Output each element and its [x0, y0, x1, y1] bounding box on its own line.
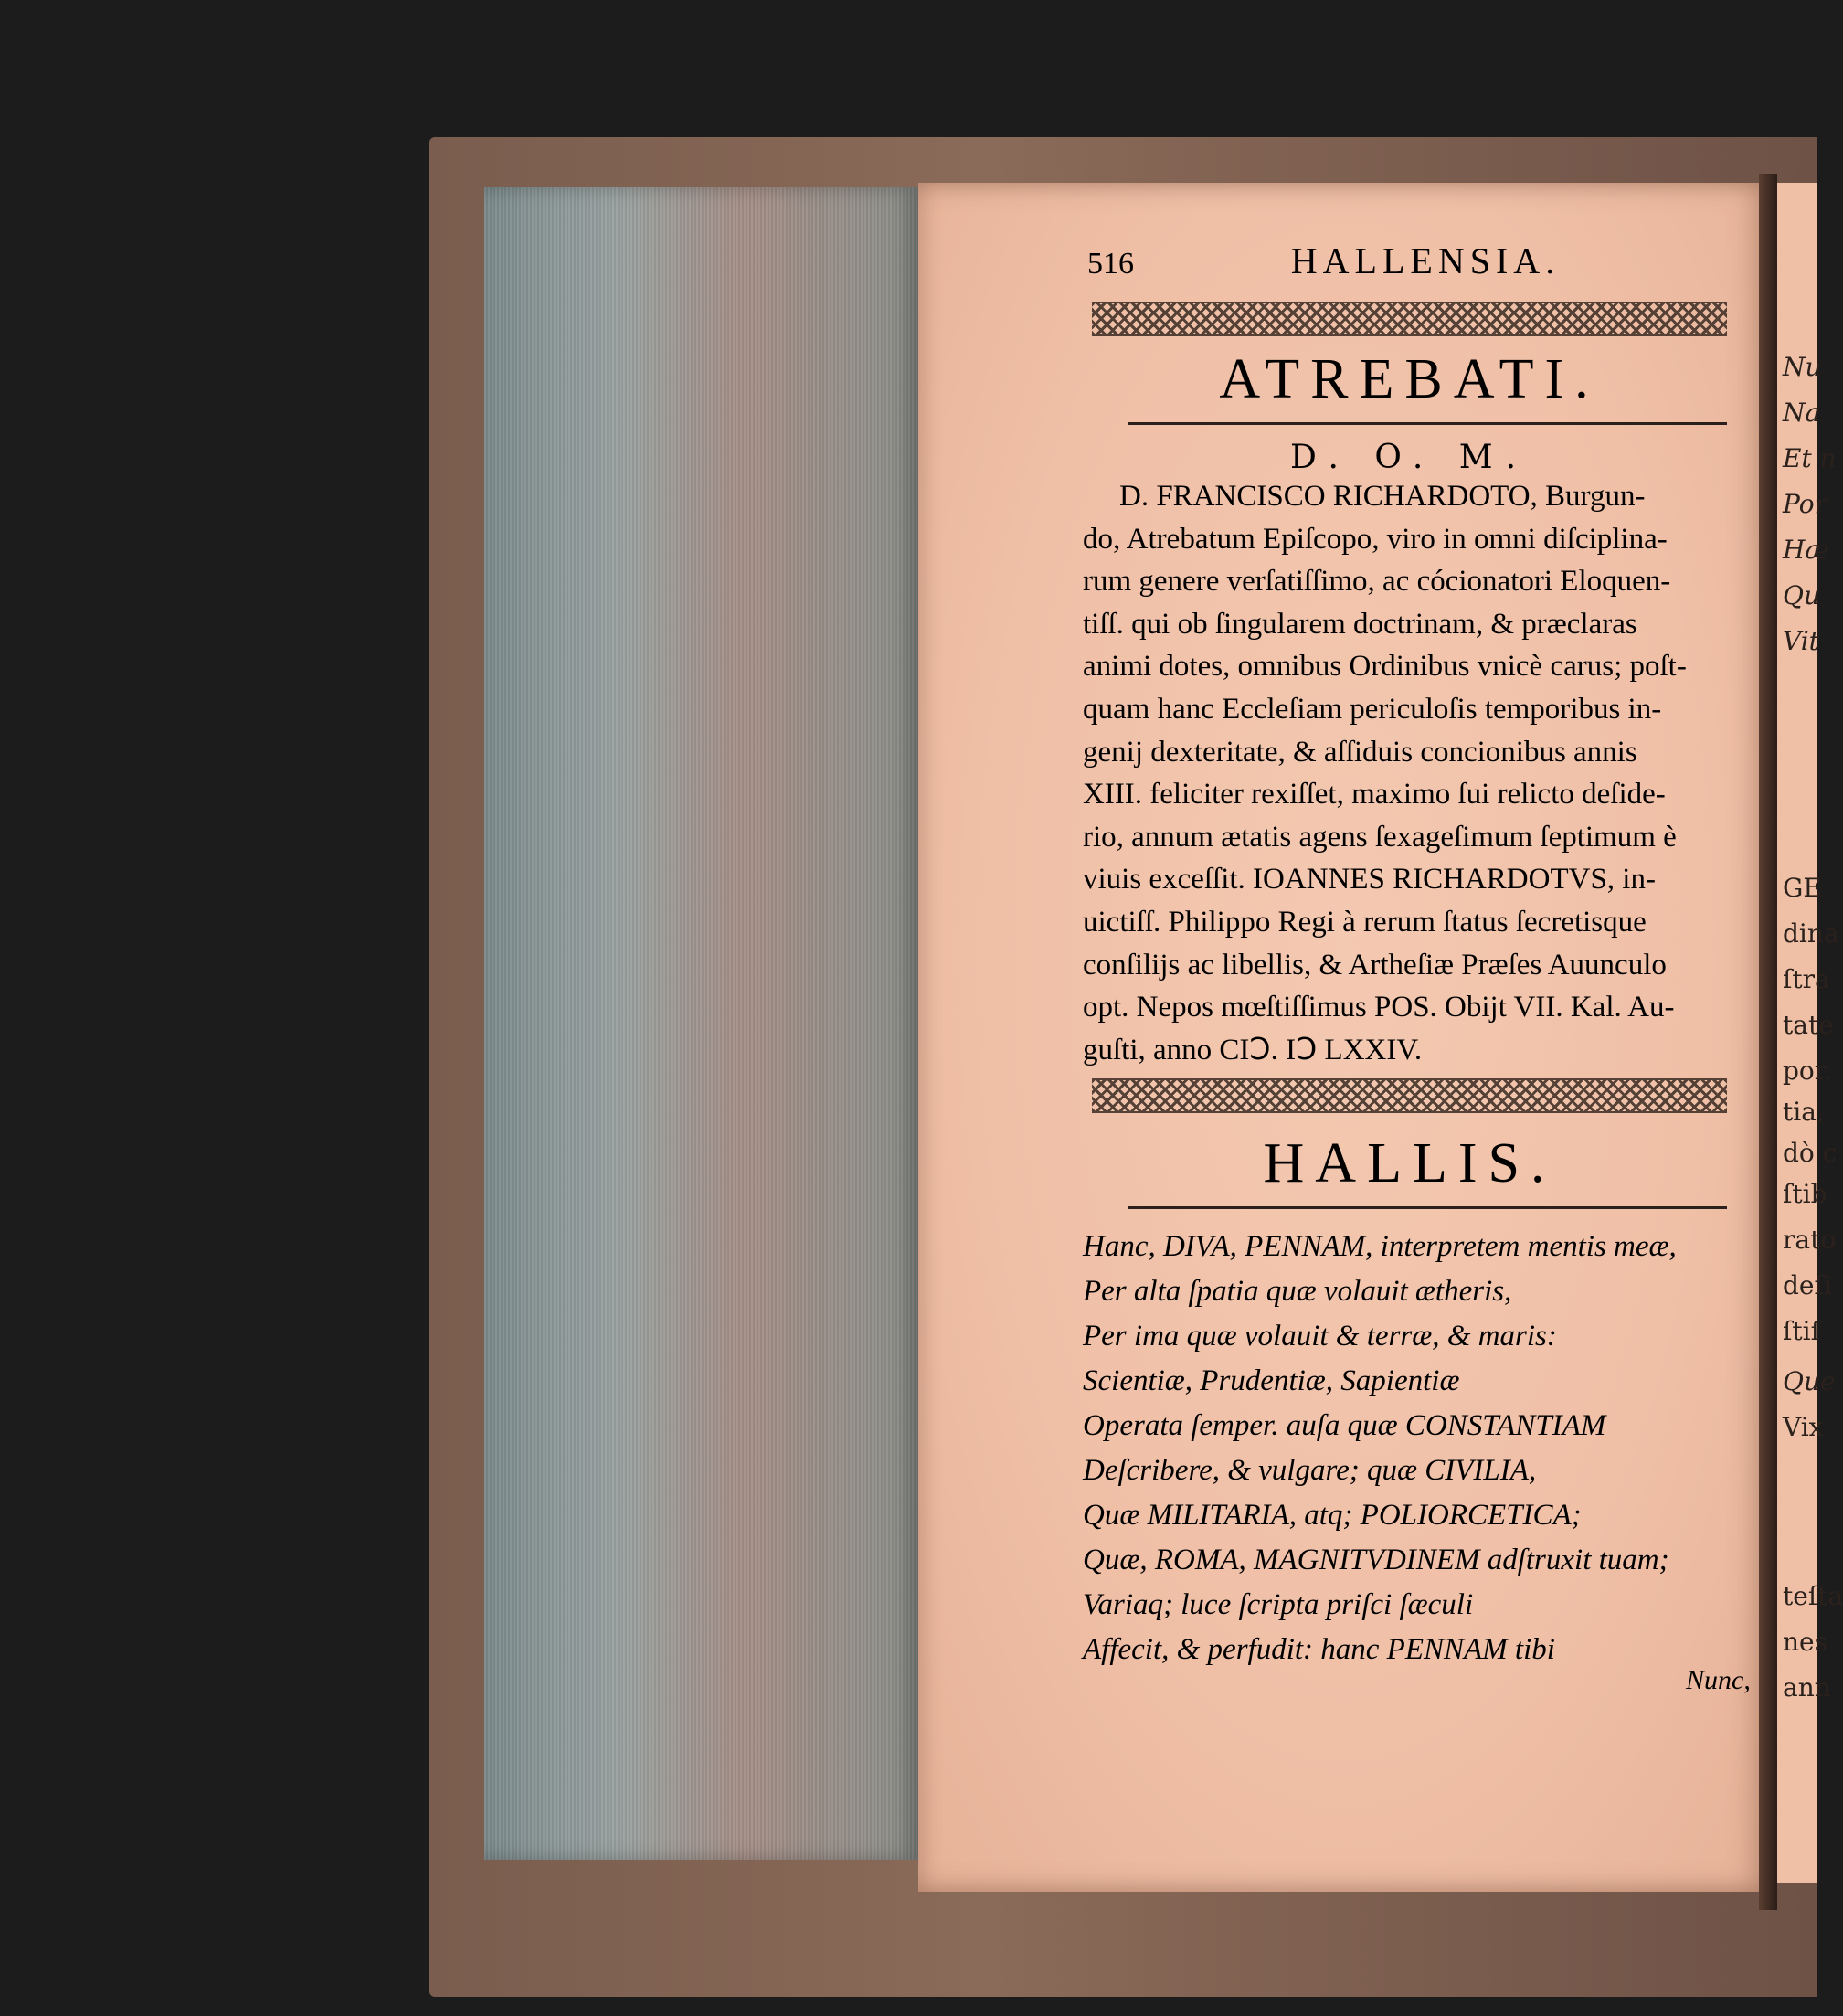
epitaph-line: guſti, anno CIↃ. IↃ LXXIV. [1083, 1033, 1423, 1066]
verse-line: Per ima quæ volauit & terræ, & maris: [1083, 1320, 1557, 1353]
fragment-text: ſtib [1783, 1179, 1827, 1209]
fragment-text: ſtiſ [1783, 1316, 1820, 1346]
verse-line: Quæ MILITARIA, atq; POLIORCETICA; [1083, 1499, 1582, 1532]
ornament-band-middle [1092, 1078, 1727, 1113]
page-block-edge [484, 187, 918, 1860]
verse-line: Operata ſemper. auſa quæ CONSTANTIAM [1083, 1409, 1606, 1442]
fragment-text: dò c [1783, 1138, 1838, 1168]
verse-line: Hanc, DIVA, PENNAM, interpretem mentis meæ, [1083, 1230, 1677, 1263]
fragment-text: ſtra [1783, 964, 1830, 994]
fragment-text: dina [1783, 918, 1839, 949]
catchword: Nunc, [1686, 1665, 1751, 1695]
fragment-text: tia, [1783, 1097, 1825, 1127]
fragment-text: Vit [1783, 626, 1819, 656]
epitaph-line: opt. Nepos mœſtiſſimus POS. Obijt VII. Kal. Au- [1083, 991, 1675, 1024]
epitaph-line: quam hanc Eccleſiam periculoſis temporibus in- [1083, 692, 1662, 726]
verse-line: Deſcribere, & vulgare; quæ CIVILIA, [1083, 1454, 1537, 1487]
fragment-text: Nu [1783, 352, 1822, 382]
fragment-text: tate [1783, 1010, 1834, 1040]
section-title-hallis: HALLIS. [1263, 1132, 1556, 1194]
epitaph-line: tiſſ. qui ob ſingularem doctrinam, & præclaras [1083, 607, 1637, 641]
fragment-text: Que [1783, 1366, 1836, 1396]
epitaph-line: D. FRANCISCO RICHARDOTO, Burgun- [1119, 480, 1646, 513]
ornament-band-top [1092, 302, 1727, 336]
fragment-text: ann [1783, 1672, 1831, 1703]
fragment-text: nes [1783, 1627, 1827, 1657]
fragment-text: deſi [1783, 1270, 1832, 1300]
verse-line: Affecit, & perfudit: hanc PENNAM tibi [1083, 1633, 1555, 1666]
page-number: 516 [1087, 247, 1134, 281]
verse-line: Per alta ſpatia quæ volauit ætheris, [1083, 1275, 1512, 1308]
epitaph-text [1083, 475, 1741, 1071]
epitaph-line: XIII. feliciter rexiſſet, maximo ſui relicto deſide- [1083, 778, 1666, 812]
book-gutter [1759, 174, 1777, 1910]
running-head-text: HALLENSIA. [1290, 240, 1561, 281]
fragment-text: por. [1783, 1056, 1832, 1086]
epitaph-line: rio, annum ætatis agens ſexageſimum ſeptimum è [1083, 820, 1677, 854]
fragment-text: Hæ [1783, 535, 1829, 565]
epitaph-line: do, Atrebatum Epiſcopo, viro in omni diſciplina- [1083, 522, 1668, 556]
fragment-text: Na [1783, 398, 1821, 428]
verse-line: Variaq; luce ſcripta priſci ſæculi [1083, 1588, 1474, 1621]
epitaph-line: rum genere verſatiſſimo, ac cócionatori Eloquen- [1083, 565, 1671, 599]
fragment-text: Qu [1783, 580, 1820, 610]
fragment-text: Vix [1783, 1412, 1824, 1442]
fragment-text: GE [1783, 873, 1822, 903]
running-head [1087, 239, 1709, 282]
facing-page-fragment [1777, 183, 1843, 1883]
epitaph-line: conſilijs ac libellis, & Artheſiæ Præſes Auunculo [1083, 948, 1667, 981]
rule-under-atrebati [1128, 422, 1727, 425]
epitaph-line: animi dotes, omnibus Ordinibus vnicè carus; poſt- [1083, 650, 1687, 684]
fragment-text: Por [1783, 489, 1827, 519]
fragment-text: rato [1783, 1225, 1837, 1255]
section-title-atrebati: ATREBATI. [1219, 348, 1600, 410]
epitaph-line: genij dexteritate, & aſſiduis concionibus annis [1083, 735, 1637, 769]
epitaph-line: viuis exceſſit. IOANNES RICHARDOTVS, in- [1083, 863, 1656, 897]
rule-under-hallis [1128, 1206, 1727, 1209]
epitaph-line: uictiſſ. Philippo Regi à rerum ſtatus ſecretisque [1083, 905, 1647, 939]
verse-text [1083, 1225, 1741, 1672]
fragment-text: teſta [1783, 1581, 1843, 1611]
fragment-text: Et n [1783, 443, 1837, 473]
dom-dedication: D. O. M. [1289, 439, 1530, 476]
verse-line: Scientiæ, Prudentiæ, Sapientiæ [1083, 1364, 1460, 1397]
verse-line: Quæ, ROMA, MAGNITVDINEM adſtruxit tuam; [1083, 1544, 1669, 1576]
